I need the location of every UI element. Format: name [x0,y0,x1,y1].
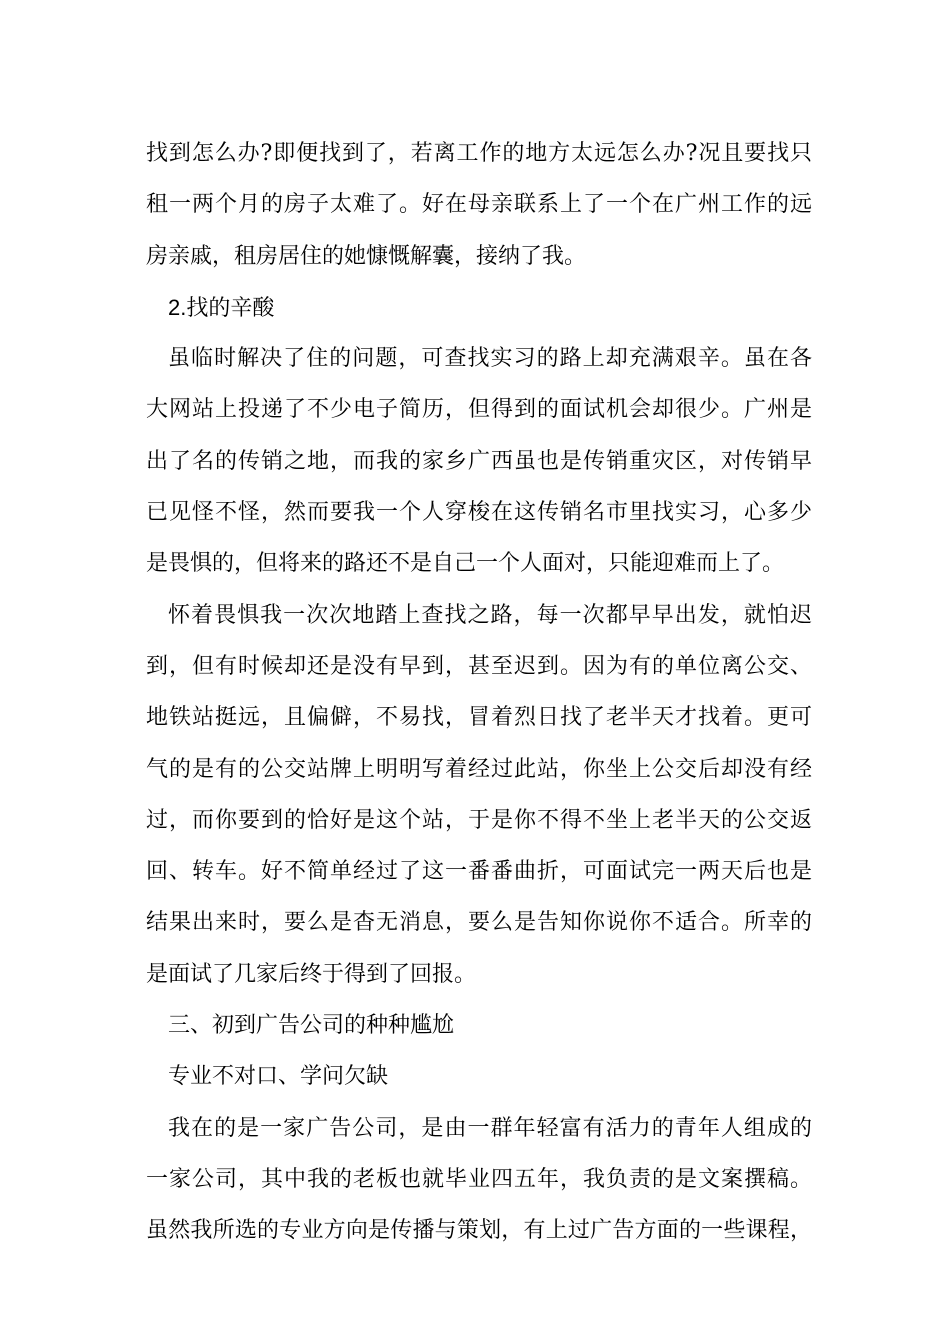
document-body [146,128,812,1257]
paragraph-line: 一家公司，其中我的老板也就毕业四五年，我负责的是文案撰稿。 [146,1166,812,1192]
section-heading: 三、初到广告公司的种种尴尬 [168,1013,455,1039]
paragraph-line: 租一两个月的房子太难了。好在母亲联系上了一个在广州工作的远 [146,192,812,218]
paragraph-line: 房亲戚，租房居住的她慷慨解囊，接纳了我。 [146,243,587,269]
paragraph-line: 出了名的传销之地，而我的家乡广西虽也是传销重灾区，对传销早 [146,448,812,474]
paragraph-line: 过，而你要到的恰好是这个站，于是你不得不坐上老半天的公交返 [146,807,812,833]
paragraph-line: 气的是有的公交站牌上明明写着经过此站，你坐上公交后却没有经 [146,756,812,782]
paragraph-line: 到，但有时候却还是没有早到，甚至迟到。因为有的单位离公交、 [146,653,812,679]
paragraph-line: 我在的是一家广告公司，是由一群年轻富有活力的青年人组成的 [168,1115,812,1141]
paragraph [146,1103,812,1257]
paragraph-line: 地铁站挺远，且偏僻，不易找，冒着烈日找了老半天才找着。更可 [146,705,812,731]
paragraph-line: 结果出来时，要么是杳无消息，要么是告知你说你不适合。所幸的 [146,910,812,936]
paragraph [146,128,812,282]
section-heading: 2.找的辛酸 [168,294,275,320]
paragraph-line: 是畏惧的，但将来的路还不是自己一个人面对，只能迎难而上了。 [146,551,785,577]
paragraph-line: 大网站上投递了不少电子简历，但得到的面试机会却很少。广州是 [146,397,812,423]
paragraph-line: 回、转车。好不简单经过了这一番番曲折，可面试完一两天后也是 [146,859,812,885]
paragraph [146,333,812,589]
paragraph-line: 虽临时解决了住的问题，可查找实习的路上却充满艰辛。虽在各 [168,346,812,372]
paragraph-line: 怀着畏惧我一次次地踏上查找之路，每一次都早早出发，就怕迟 [168,602,812,628]
paragraph-line: 已见怪不怪，然而要我一个人穿梭在这传销名市里找实习，心多少 [146,500,812,526]
paragraph-line: 是面试了几家后终于得到了回报。 [146,961,477,987]
subsection-heading: 专业不对口、学问欠缺 [168,1064,389,1090]
paragraph-line: 虽然我所选的专业方向是传播与策划，有上过广告方面的一些课程， [146,1218,812,1244]
paragraph-line: 找到怎么办?即便找到了，若离工作的地方太远怎么办?况且要找只 [146,141,812,166]
paragraph [146,590,812,1000]
